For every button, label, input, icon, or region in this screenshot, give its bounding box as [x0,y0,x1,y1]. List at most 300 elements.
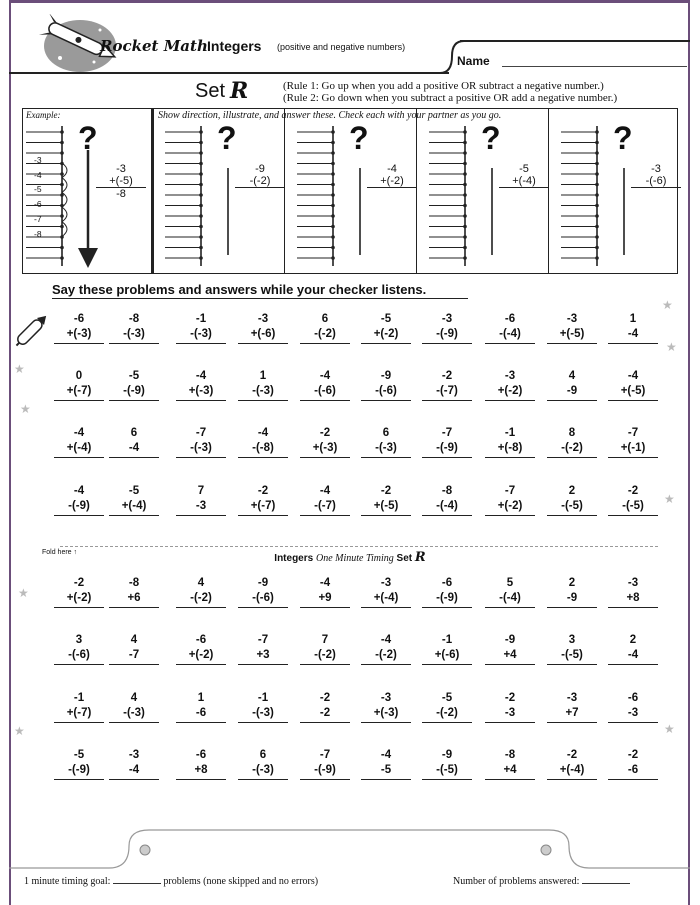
problem-top: 6 [321,313,329,325]
problem-bottom: +(-2) [176,648,226,665]
problem-top: -5 [73,749,85,761]
rule-1: (Rule 1: Go up when you add a positive OR subtract a negative number.) [283,80,604,92]
problem-top: -1 [73,692,85,704]
problem-bottom: +(-5) [547,327,597,344]
problem-top: 8 [568,427,576,439]
practice-heading: Say these problems and answers while your checker listens. [52,282,427,297]
timing-title [0,550,700,565]
rocket-icon [10,308,54,352]
problem [422,312,472,344]
problem-bottom: -4 [109,441,159,458]
problem-top: -2 [504,692,516,704]
problem [422,484,472,516]
problem-bottom: -6 [176,706,226,723]
problem-bottom: +(-3) [300,441,350,458]
problem-bottom: +(-2) [485,499,535,516]
problem-bottom: -(-3) [238,763,288,780]
problem-top: -4 [73,485,85,497]
problem-bottom: -4 [109,763,159,780]
problem-top: -5 [128,370,140,382]
problem-bottom: +(-2) [361,327,411,344]
problem [361,633,411,665]
problem [109,426,159,458]
problem-bottom: -4 [608,327,658,344]
problem [547,312,597,344]
problem-top: -3 [504,370,516,382]
problem [109,576,159,608]
problem [361,576,411,608]
bottom-curve [9,826,690,870]
problem-top: -3 [627,577,639,589]
problem [547,748,597,780]
problem [422,633,472,665]
answered-field[interactable] [582,883,630,884]
problem-top: -5 [380,313,392,325]
problem-top: -6 [627,692,639,704]
problem-bottom: +(-2) [485,384,535,401]
problem-bottom: -2 [300,706,350,723]
problem-top: -4 [380,634,392,646]
problem-top: 3 [75,634,83,646]
problem-top: -3 [566,313,578,325]
problem-bottom: -(-9) [422,327,472,344]
problem-top: -4 [627,370,639,382]
timing-set-letter: R [414,550,426,565]
problems-answered [453,876,630,887]
problem [547,691,597,723]
problem [300,748,350,780]
problem-top: -4 [319,485,331,497]
problem-bottom: -(-6) [631,175,681,188]
problem-top: -3 [380,692,392,704]
problem-bottom: -(-9) [422,591,472,608]
example-problem [499,163,549,188]
problem-top: -1 [257,692,269,704]
problem-bottom: +4 [485,763,535,780]
problem-bottom: +9 [300,591,350,608]
worksheet-title [207,38,261,54]
name-label: Name [457,54,490,68]
problem [608,426,658,458]
star-icon: ★ [664,722,675,736]
problem [547,576,597,608]
problem-top: -9 [257,577,269,589]
problem-bottom: -6 [608,763,658,780]
problem [109,312,159,344]
goal-field[interactable] [113,883,161,884]
problem-top: 2 [629,634,637,646]
goal-prefix: 1 minute timing goal: [24,876,111,887]
problem-bottom: -(-9) [422,441,472,458]
problem [238,633,288,665]
problem-bottom: +7 [547,706,597,723]
problem-bottom: -(-8) [238,441,288,458]
problem-bottom: -(-9) [300,763,350,780]
problem [300,691,350,723]
number-line-label: -3 [34,155,42,165]
problem [608,748,658,780]
problem [54,576,104,608]
problem-bottom: -(-4) [485,591,535,608]
problem [547,369,597,401]
problem-top: -3 [128,749,140,761]
problem-top: -7 [257,634,269,646]
problem-bottom: +(-4) [499,175,549,188]
problem [176,576,226,608]
problem-top: 4 [197,577,205,589]
question-mark: ? [349,120,369,156]
question-mark: ? [78,120,98,156]
problem-bottom: -(-2) [361,648,411,665]
problem [485,426,535,458]
problem [547,633,597,665]
problem [485,484,535,516]
problem [238,484,288,516]
problem [300,484,350,516]
problem-top: -1 [441,634,453,646]
problem-bottom: -(-9) [109,384,159,401]
problem-top: -7 [195,427,207,439]
problem-bottom: +(-6) [422,648,472,665]
problem [485,369,535,401]
problem [361,691,411,723]
problem-top: -7 [441,427,453,439]
question-mark: ? [481,120,501,156]
problem-top: -3 [566,692,578,704]
problem-top: -1 [504,427,516,439]
problem-top: -8 [441,485,453,497]
problem-top: -1 [195,313,207,325]
instructions: Show direction, illustrate, and answer these. Check each with your partner as you go. [158,110,502,121]
problem-bottom: -(-3) [176,327,226,344]
problem [608,369,658,401]
problem [109,484,159,516]
problem-top: -2 [319,427,331,439]
problem-bottom: -(-6) [361,384,411,401]
problem [54,691,104,723]
problem-bottom: -(-3) [238,706,288,723]
problem-top: 1 [629,313,637,325]
problem-top: 2 [568,485,576,497]
problem-top: -9 [441,749,453,761]
problem-bottom: +(-4) [547,763,597,780]
problem [422,369,472,401]
problem [485,748,535,780]
name-field[interactable] [502,66,687,67]
problem [422,426,472,458]
problem-top: 1 [259,370,267,382]
title-text: Integers [207,38,262,54]
example-divider [151,108,154,274]
problem [54,426,104,458]
problem-top: 4 [130,634,138,646]
problem [485,576,535,608]
problem-top: 3 [568,634,576,646]
problem-top: 6 [382,427,390,439]
problem [485,633,535,665]
problem-top: 2 [568,577,576,589]
problem-bottom: -(-2) [235,175,285,188]
problem [608,691,658,723]
problem-bottom: -4 [608,648,658,665]
example-problem [235,163,285,188]
problem-top: -3 [380,577,392,589]
rule-2: (Rule 2: Go down when you subtract a positive OR add a negative number.) [283,92,618,104]
problem [54,369,104,401]
problem [300,633,350,665]
problem-bottom: -(-2) [547,441,597,458]
problem [361,748,411,780]
problem-bottom: -(-6) [54,648,104,665]
problem [238,312,288,344]
problem [176,369,226,401]
problem-bottom: -3 [608,706,658,723]
problem [176,426,226,458]
problem-bottom: +(-7) [54,384,104,401]
problem [238,426,288,458]
problem-bottom: +3 [238,648,288,665]
problem [608,484,658,516]
problem-bottom: -9 [547,384,597,401]
problem-bottom: -(-3) [109,706,159,723]
problem-top: -2 [380,485,392,497]
problem-top: -2 [627,749,639,761]
problem-bottom: -(-5) [547,499,597,516]
problem-bottom: -(-9) [54,499,104,516]
question-mark: ? [217,120,237,156]
problem-top: 6 [130,427,138,439]
problem [238,748,288,780]
problem-bottom: -9 [547,591,597,608]
problem-top: -7 [627,427,639,439]
worked-top: -3 [116,163,126,175]
problem-bottom: +(-5) [608,384,658,401]
set-letter: R [230,78,249,104]
problem-top: -8 [128,577,140,589]
problem-bottom: +(-8) [485,441,535,458]
problem [361,426,411,458]
problem [238,369,288,401]
problem-bottom: +(-2) [367,175,417,188]
problem [300,369,350,401]
problem [176,484,226,516]
number-line-label: -7 [34,213,42,224]
problem-bottom: +(-2) [54,591,104,608]
problem-bottom: -7 [109,648,159,665]
problem [608,576,658,608]
timing-set-label: Set [396,553,413,564]
problem [109,369,159,401]
problem [176,633,226,665]
problem-top: 7 [197,485,205,497]
problem-bottom: -(-5) [547,648,597,665]
problem [176,312,226,344]
example-problem [631,163,681,188]
column-divider [416,108,417,274]
number-line-label: -8 [34,228,42,239]
problem [300,312,350,344]
problem [547,484,597,516]
problem-bottom: +8 [608,591,658,608]
problem [109,633,159,665]
problem-bottom: -(-7) [422,384,472,401]
problem [361,484,411,516]
number-line-label: -4 [34,169,42,180]
problem [54,312,104,344]
problem-bottom: +8 [176,763,226,780]
problem-top: -6 [195,634,207,646]
problem-top: -2 [319,692,331,704]
problem-bottom: -(-3) [361,441,411,458]
problem [485,691,535,723]
problem-bottom: -(-3) [109,327,159,344]
problem-bottom: -5 [361,763,411,780]
problem [54,633,104,665]
star-icon: ★ [20,402,31,416]
goal-suffix: problems (none skipped and no errors) [163,876,319,887]
problem-top: -9 [255,163,265,175]
problem-bottom: +(-6) [238,327,288,344]
worksheet-subtitle: (positive and negative numbers) [277,42,406,52]
problem-top: -3 [257,313,269,325]
problem-top: -7 [504,485,516,497]
problem-bottom: +(-4) [54,441,104,458]
problem [238,576,288,608]
problem-bottom: -(-6) [300,384,350,401]
problem-top: -9 [380,370,392,382]
problem-top: 6 [259,749,267,761]
problem-top: -8 [128,313,140,325]
star-icon: ★ [18,586,29,600]
problem [361,312,411,344]
timing-name: Integers [274,553,314,564]
star-icon: ★ [666,340,677,354]
problem [176,748,226,780]
number-line-label: -5 [34,184,42,195]
problem-top: -3 [651,163,661,175]
problem-top: -2 [627,485,639,497]
problem-top: -4 [319,370,331,382]
problem-bottom: -3 [176,499,226,516]
header-rule [9,72,449,74]
problem-bottom: +4 [485,648,535,665]
problem-top: -2 [73,577,85,589]
problem-bottom: +(-7) [238,499,288,516]
set-label: Set [195,80,226,102]
problem-bottom: +6 [109,591,159,608]
problem-top: -4 [195,370,207,382]
problem [109,748,159,780]
problem [109,691,159,723]
timing-goal [24,876,318,887]
problem-top: -5 [441,692,453,704]
problem-bottom: +(-4) [109,499,159,516]
problem-top: 4 [568,370,576,382]
problem-top: 4 [130,692,138,704]
problem-top: -2 [257,485,269,497]
heading-underline [52,298,468,299]
brand-name: Rocket Math [100,37,208,55]
problem-top: -2 [566,749,578,761]
worked-example [96,163,146,200]
question-mark: ? [613,120,633,156]
problem-bottom: +(-3) [361,706,411,723]
problem [54,484,104,516]
problem-bottom: -(-4) [422,499,472,516]
problem-top: 7 [321,634,329,646]
worked-answer: -8 [116,188,126,200]
problem-bottom: -(-6) [238,591,288,608]
problem [608,633,658,665]
problem-bottom: -(-2) [300,327,350,344]
problem-top: 0 [75,370,83,382]
problem-top: 1 [197,692,205,704]
problem [422,691,472,723]
problem [422,748,472,780]
problem [422,576,472,608]
problem-top: -2 [441,370,453,382]
problem-top: -6 [73,313,85,325]
problem-bottom: -(-9) [54,763,104,780]
problem [485,312,535,344]
problem [300,426,350,458]
problem-top: -8 [504,749,516,761]
column-divider [284,108,285,274]
star-icon: ★ [662,298,673,312]
problem-bottom: -(-5) [422,763,472,780]
example-problem [367,163,417,188]
problem-top: -7 [319,749,331,761]
problem-top: -4 [73,427,85,439]
problem-bottom: +(-7) [54,706,104,723]
problem-top: -6 [195,749,207,761]
star-icon: ★ [14,724,25,738]
problem-bottom: -(-4) [485,327,535,344]
problem [54,748,104,780]
problem [238,691,288,723]
problem-top: -3 [441,313,453,325]
problem-bottom: -(-2) [300,648,350,665]
problem-top: 5 [506,577,514,589]
fold-label: Fold here ↑ [42,549,78,556]
example-label: Example: [26,110,61,120]
problem-bottom: -(-3) [176,441,226,458]
problem-top: -6 [441,577,453,589]
problem-bottom: +(-3) [176,384,226,401]
problem-bottom: +(-5) [361,499,411,516]
problem-top: -6 [504,313,516,325]
header-rule-right [460,40,690,42]
problem-top: -5 [128,485,140,497]
problem-top: -4 [380,749,392,761]
problem [608,312,658,344]
problem [300,576,350,608]
star-icon: ★ [14,362,25,376]
fold-line [60,546,658,547]
problem [361,369,411,401]
problem-top: -4 [387,163,397,175]
worked-bottom: +(-5) [96,175,146,188]
problem-bottom: +(-1) [608,441,658,458]
problem-bottom: -3 [485,706,535,723]
problem-top: -4 [257,427,269,439]
timing-subtitle: One Minute Timing [315,553,394,564]
problem [176,691,226,723]
column-divider [548,108,549,274]
problem [547,426,597,458]
problem-top: -4 [319,577,331,589]
problem-bottom: +(-4) [361,591,411,608]
